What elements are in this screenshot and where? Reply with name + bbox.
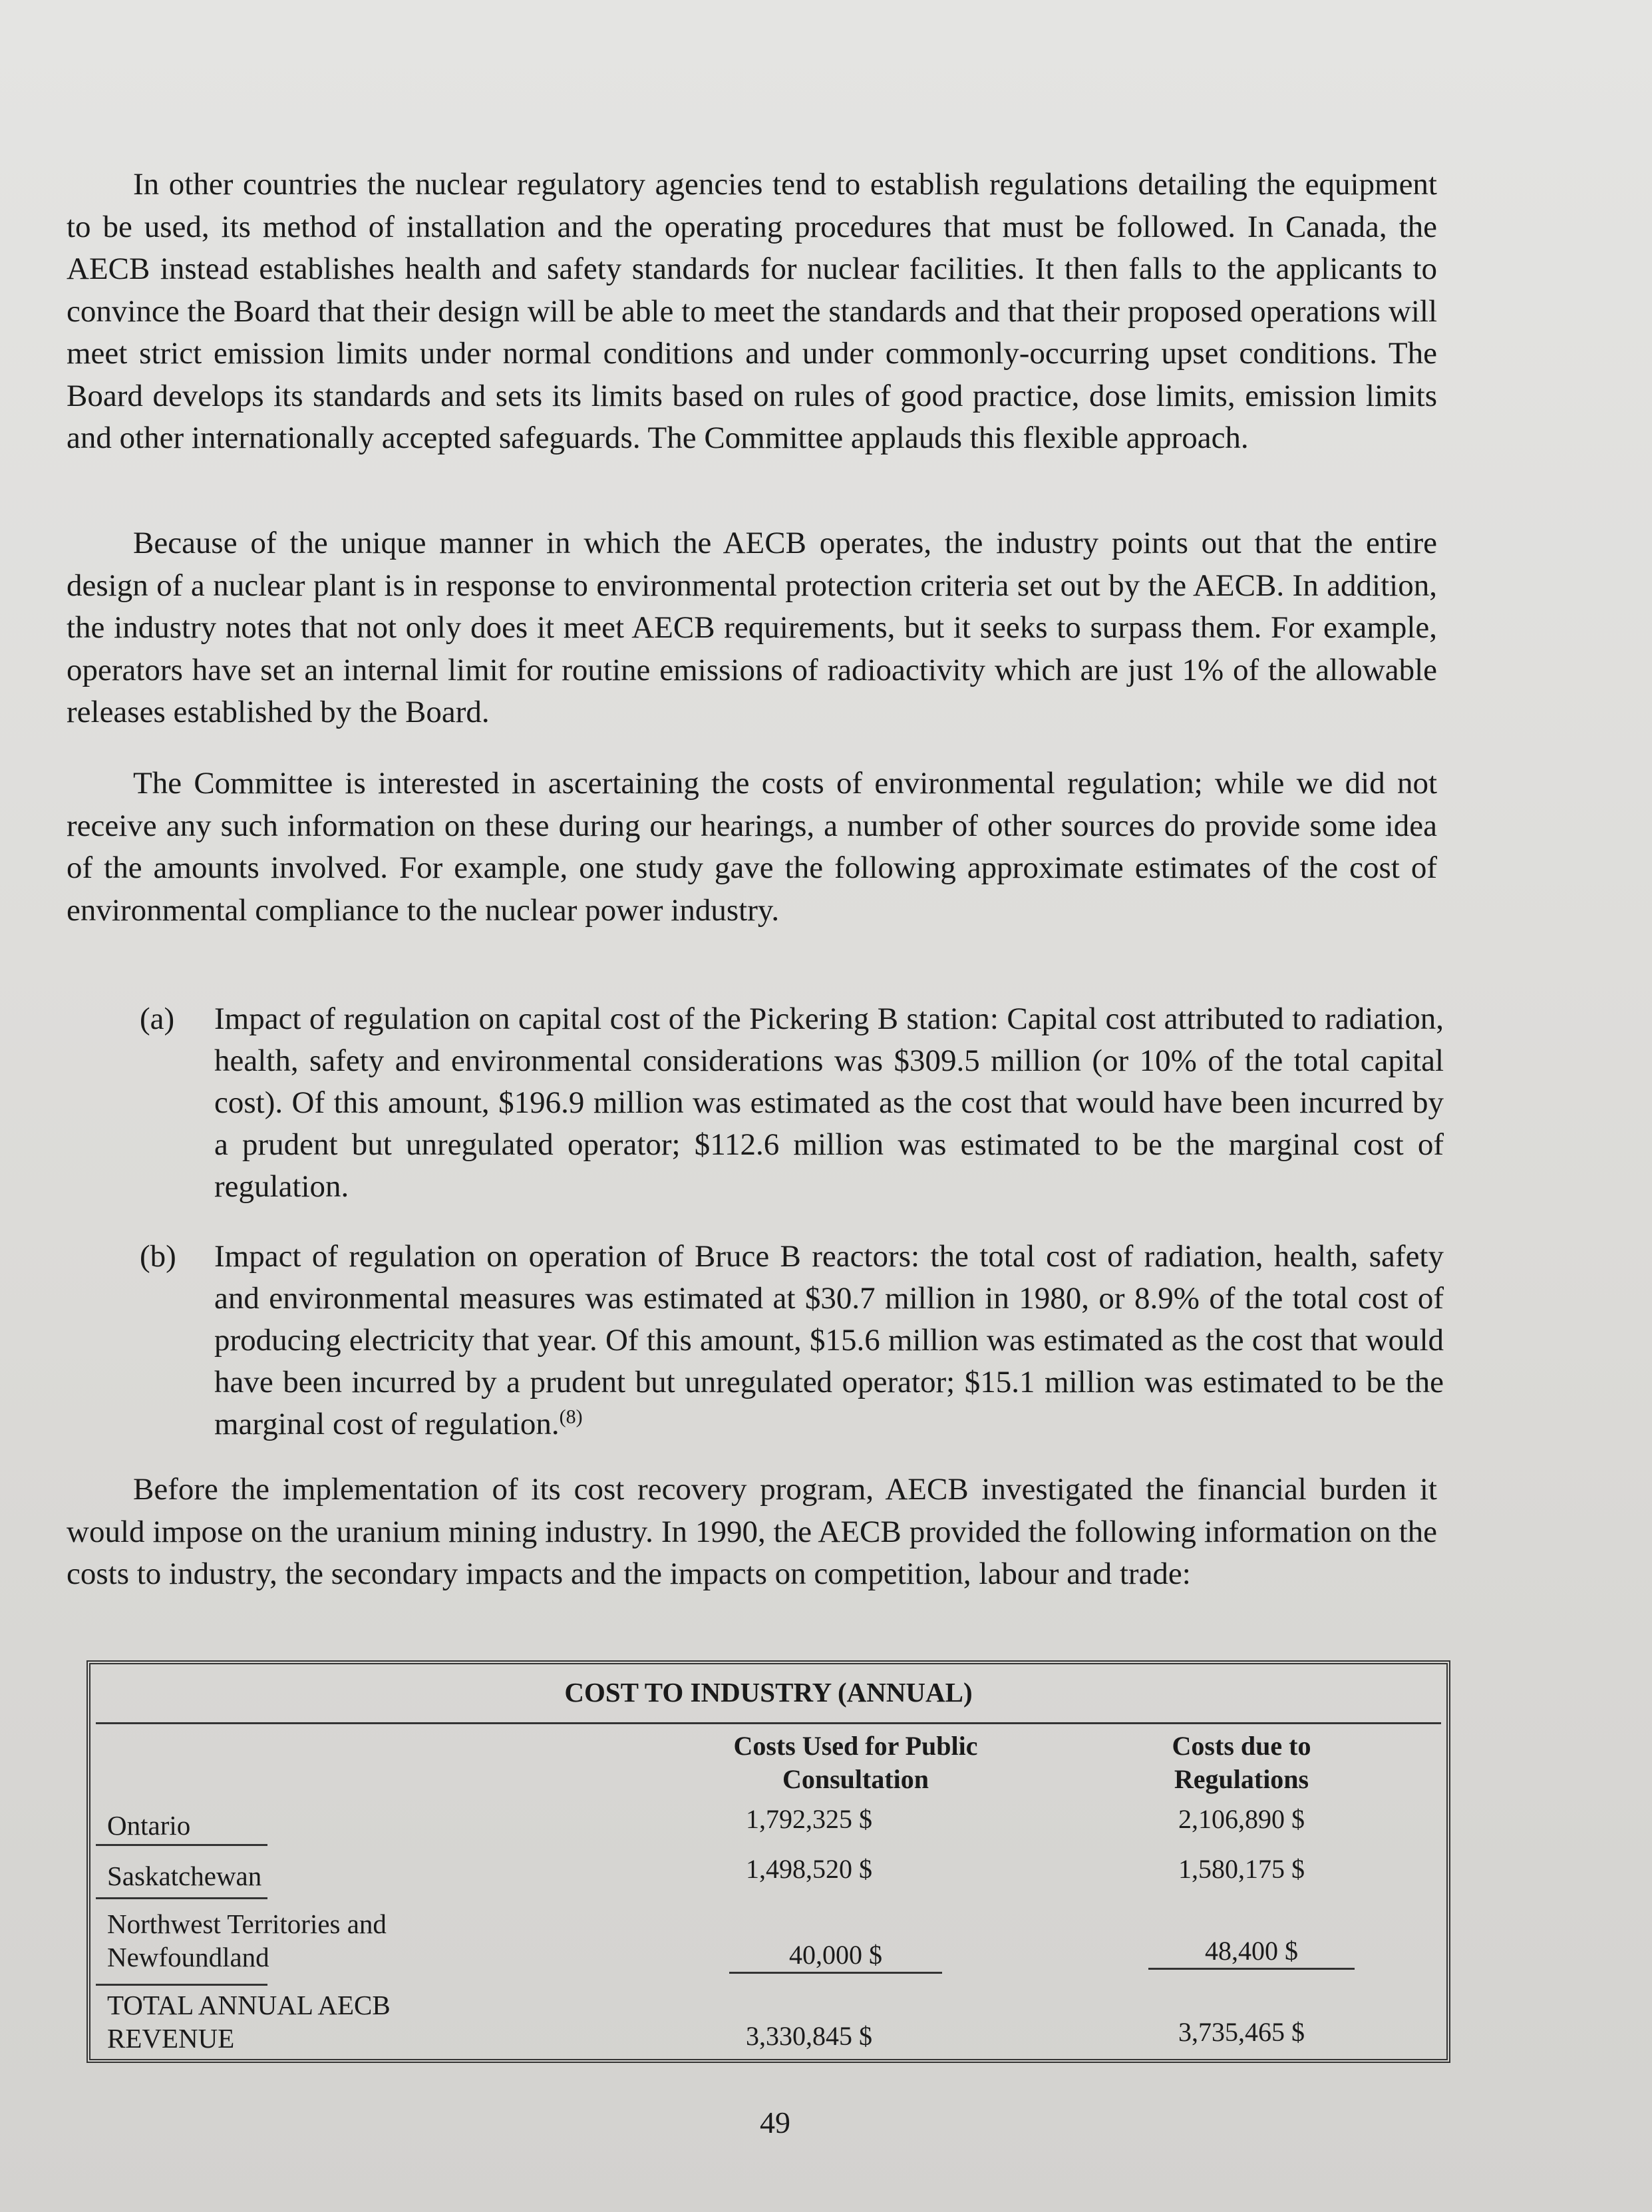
list-item-label: (a) <box>140 1002 175 1036</box>
row-divider <box>96 1897 267 1899</box>
table-row-label: Northwest Territories and Newfoundland <box>107 1909 387 1972</box>
table-cell: 2,106,890 $ <box>1178 1804 1305 1834</box>
table-cell: 1,792,325 $ <box>746 1804 872 1834</box>
table-cell: 3,330,845 $ <box>746 2021 872 2051</box>
table-cell: 3,735,465 $ <box>1178 2017 1305 2047</box>
column-header-public-consultation: Costs Used for Public Consultation <box>733 1731 978 1794</box>
table-cell: 48,400 $ <box>1148 1935 1355 1970</box>
column-header-regulations: Costs due to Regulations <box>1172 1731 1311 1794</box>
list-item-label: (b) <box>140 1239 176 1274</box>
list-item-b <box>140 1236 1444 1445</box>
row-divider <box>96 1844 267 1846</box>
paragraph-3: The Committee is interested in ascertaining the costs of environmental regulation; while we did not receive any such information on these during our hearings, a number of other sources do provide some idea of the amounts involved. For example, one study gave the following approximate estimates of the cost of environmental compliance to the nuclear power industry. <box>67 766 1437 928</box>
list-item-text: Impact of regulation on operation of Bruce B reactors: the total cost of radiation, health, safety and environmental measures was estimated at $30.7 million in 1980, or 8.9% of the total cost of producing electricity that year. Of this amount, $15.6 million was estimated as the cost that would have been incurred by a prudent but unregulated operator; $15.1 million was estimated to be the marginal cost of regulation.$^{(8)}$ <box>214 1239 1444 1441</box>
footnote-marker: (8) <box>559 1405 583 1428</box>
paragraph-4: Before the implementation of its cost recovery program, AECB investigated the financial burden it would impose on the uranium mining industry. In 1990, the AECB provided the following information on the costs to industry, the secondary impacts and the impacts on competition, labour and trade: <box>67 1472 1437 1591</box>
table-row-label: Saskatchewan <box>107 1861 262 1891</box>
table-cell: 40,000 $ <box>729 1938 942 1974</box>
paragraph-1: In other countries the nuclear regulatory agencies tend to establish regulations detailing the equipment to be used, its method of installation and the operating procedures that must be followed. In Canada, the AECB instead establishes health and safety standards for nuclear facilities. It then falls to the applicants to convince the Board that their design will be able to meet the standards and that their proposed operations will meet strict emission limits under normal conditions and under commonly-occurring upset conditions. The Board develops its standards and sets its limits based on rules of good practice, dose limits, emission limits and other internationally accepted safeguards. The Committee applauds this flexible approach. <box>67 167 1437 455</box>
table-title: COST TO INDUSTRY (ANNUAL) <box>564 1677 973 1708</box>
list-item-a <box>140 998 1444 1208</box>
cost-table <box>86 1660 1450 2063</box>
page-number: 49 <box>760 2106 790 2139</box>
table-row-label: TOTAL ANNUAL AECB REVENUE <box>107 1990 391 2054</box>
table-divider <box>96 1722 1441 1724</box>
list-item-text: Impact of regulation on capital cost of the Pickering B station: Capital cost attributed to radiation, health, safety and environmental considerations was $309.5 million (or 10% of the total capital cost). Of this amount, $196.9 million was estimated as the cost that would have been incurred by a prudent but unregulated operator; $112.6 million was estimated to be the marginal cost of regulation. <box>214 1002 1444 1204</box>
table-row-label: Ontario <box>107 1810 191 1841</box>
row-divider <box>96 1984 267 1986</box>
paragraph-2: Because of the unique manner in which the AECB operates, the industry points out that the entire design of a nuclear plant is in response to environmental protection criteria set out by the AECB. In addition, the industry notes that not only does it meet AECB requirements, but it seeks to surpass them. For example, operators have set an internal limit for routine emissions of radioactivity which are just 1% of the allowable releases established by the Board. <box>67 526 1437 729</box>
table-cell: 1,580,175 $ <box>1178 1854 1305 1884</box>
table-cell: 1,498,520 $ <box>746 1854 872 1884</box>
